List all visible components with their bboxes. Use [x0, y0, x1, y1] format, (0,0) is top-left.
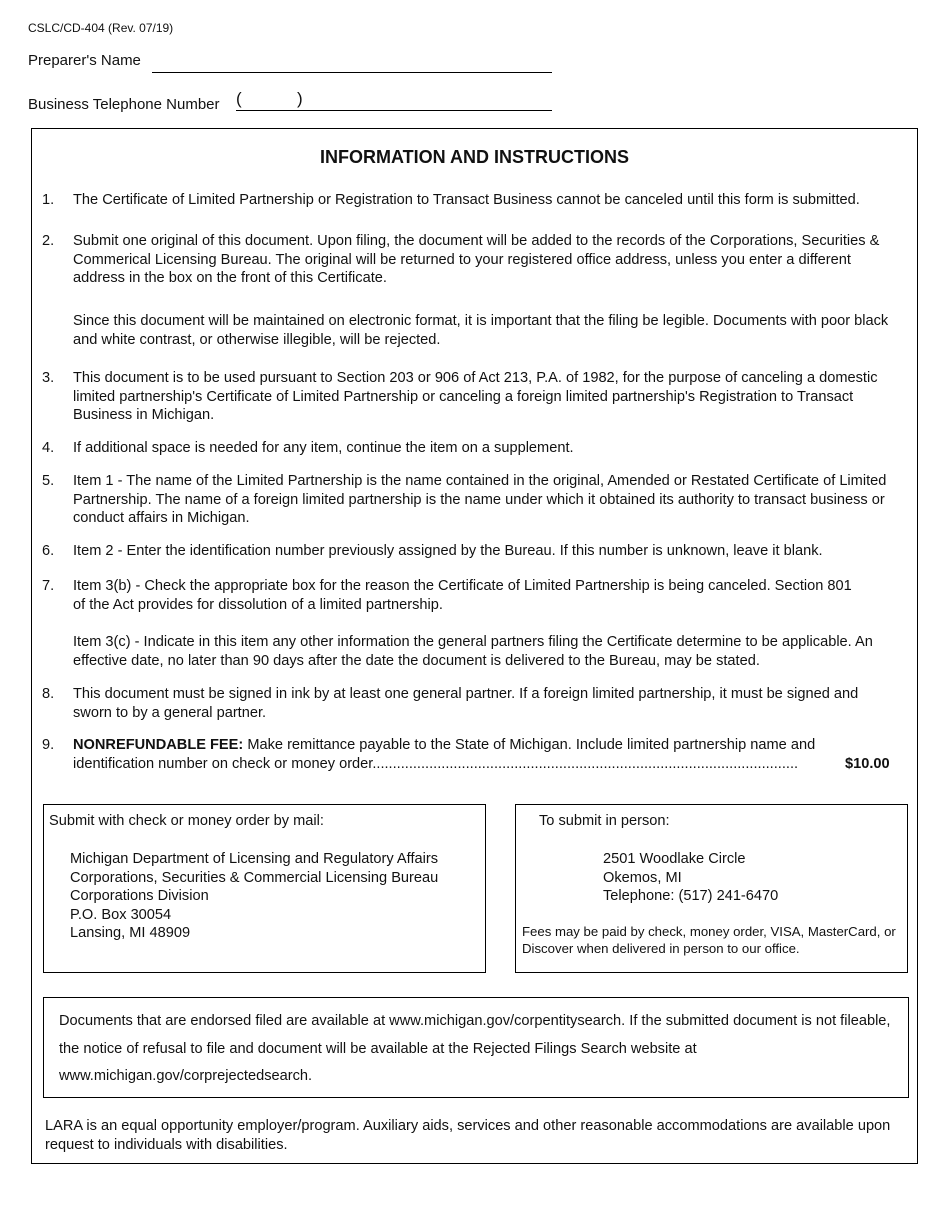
item-number: 6.	[42, 543, 55, 559]
item-number: 5.	[42, 473, 55, 489]
preparer-name-field[interactable]	[152, 58, 552, 73]
item-number: 3.	[42, 370, 55, 386]
phone-label: Business Telephone Number	[28, 96, 220, 113]
item-text: Item 1 - The name of the Limited Partnership is the name contained in the original, Amended or Restated Certificate of Limited Partnership. The name of a foreign limited partnership is the name under which it obtained its authority to transact business or conduct affairs in Michigan.	[73, 473, 887, 527]
instruction-item	[42, 191, 902, 210]
item-number: 9.	[42, 737, 55, 753]
fee-text-line2: identification number on check or money order.........................................................................................................	[73, 755, 799, 772]
item-number: 4.	[42, 440, 55, 456]
mail-address-line: Michigan Department of Licensing and Regulatory Affairs	[70, 851, 439, 867]
item-text: This document must be signed in ink by at least one general partner. If a foreign limited partnership, it must be signed and sworn to by a general partner.	[73, 686, 859, 721]
instruction-paragraph: Since this document will be maintained on electronic format, it is important that the filing be legible. Documents with poor black and white contrast, or otherwise illegible, will be rejected.	[73, 313, 889, 348]
instruction-item	[42, 232, 902, 288]
fee-text-line1: Make remittance payable to the State of Michigan. Include limited partnership name and	[247, 737, 816, 753]
item-number: 2.	[42, 233, 55, 249]
phone-field[interactable]	[236, 96, 552, 111]
payment-note: Fees may be paid by check, money order, VISA, MasterCard, or Discover when delivered in person to our office.	[522, 924, 896, 956]
instruction-item	[42, 369, 902, 425]
item-number: 7.	[42, 578, 55, 594]
mail-heading: Submit with check or money order by mail:	[49, 813, 324, 829]
in-person-box	[515, 804, 908, 973]
mail-address-line: Corporations Division	[70, 888, 209, 905]
mail-submission-box	[43, 804, 486, 973]
item-number: 8.	[42, 686, 55, 702]
instruction-paragraph: Item 3(c) - Indicate in this item any other information the general partners filing the Certificate determine to be applicable. An effective date, no later than 90 days after the date the document is delivered to the Bureau, may be stated.	[73, 634, 873, 669]
mail-address-line: Corporations, Securities & Commercial Licensing Bureau	[70, 869, 439, 886]
instruction-item	[42, 439, 902, 458]
in-person-line: Telephone: (517) 241-6470	[603, 888, 779, 905]
instruction-item	[42, 472, 902, 528]
instructions-title: INFORMATION AND INSTRUCTIONS	[320, 147, 629, 167]
mail-address-line: Lansing, MI 48909	[70, 925, 191, 942]
item-number: 1.	[42, 192, 55, 208]
in-person-line: 2501 Woodlake Circle	[603, 851, 746, 867]
item-text: This document is to be used pursuant to Section 203 or 906 of Act 213, P.A. of 1982, for the purpose of canceling a domestic limited partnership's Certificate of Limited Partnership or canceling a foreign limited partnership's Registration to Transact Business in Michigan.	[73, 370, 878, 424]
online-info-box	[43, 997, 909, 1098]
item-text: Item 2 - Enter the identification number previously assigned by the Bureau. If this number is unknown, leave it blank.	[73, 543, 823, 559]
in-person-line: Okemos, MI	[603, 869, 682, 886]
fee-label: NONREFUNDABLE FEE:	[73, 737, 244, 753]
instruction-item	[42, 685, 872, 722]
form-code: CSLC/CD-404 (Rev. 07/19)	[28, 21, 174, 35]
online-info-text: Documents that are endorsed filed are available at www.michigan.gov/corpentitysearch. If the submitted document is not fileable, the notice of refusal to file and document will be available at the Rejected Filings Search website at www.michigan.gov/corprejectedsearch.	[59, 1013, 891, 1084]
item-text: If additional space is needed for any item, continue the item on a supplement.	[73, 440, 574, 456]
instruction-item	[42, 577, 862, 614]
item-text: The Certificate of Limited Partnership or Registration to Transact Business cannot be canceled until this form is submitted.	[73, 192, 860, 208]
instruction-item	[42, 542, 902, 561]
item-text: Submit one original of this document. Upon filing, the document will be added to the records of the Corporations, Securities & Commerical Licensing Bureau. The original will be returned to your registered office address, unless you enter a different address in the box on the front of this Certificate.	[73, 233, 880, 287]
mail-address-line: P.O. Box 30054	[70, 906, 172, 923]
phone-open-paren: (	[236, 89, 242, 108]
item-text: Item 3(b) - Check the appropriate box for the reason the Certificate of Limited Partnership is being canceled. Section 801 of the Act provides for dissolution of a limited partnership.	[73, 578, 852, 613]
footer-text: LARA is an equal opportunity employer/program. Auxiliary aids, services and other reasonable accommodations are available upon request to individuals with disabilities.	[45, 1118, 891, 1153]
preparer-name-label: Preparer's Name	[28, 52, 141, 69]
fee-amount: $10.00	[845, 755, 890, 772]
phone-close-paren: )	[297, 89, 303, 108]
instructions-box	[31, 128, 918, 1164]
fee-item	[42, 736, 902, 773]
in-person-heading: To submit in person:	[539, 813, 670, 829]
